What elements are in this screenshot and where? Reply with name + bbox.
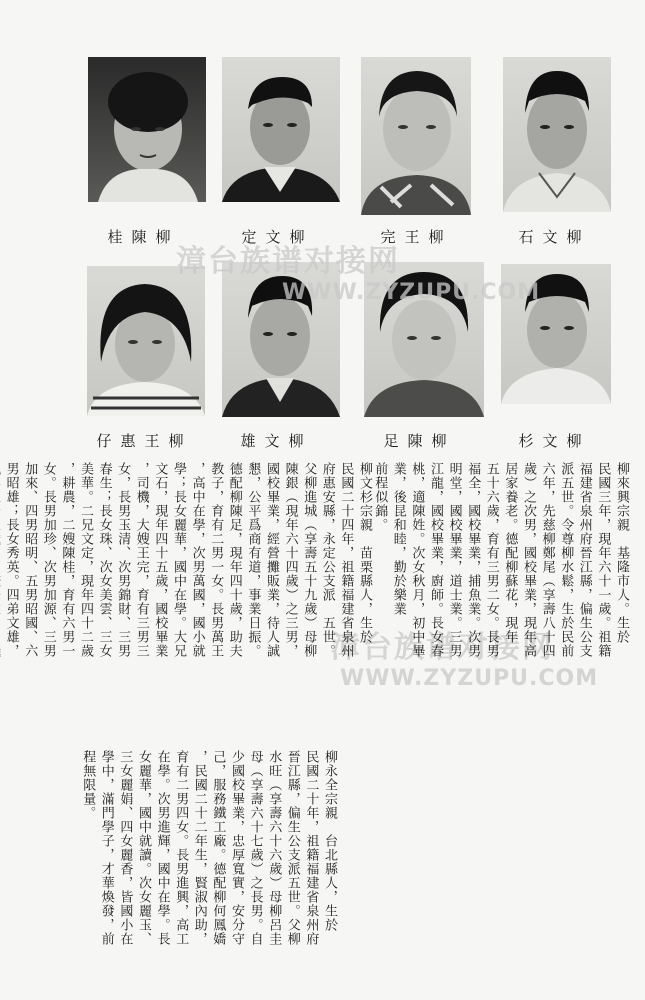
- text-column: 父柳進城（享壽五十九歲）母柳: [301, 462, 317, 658]
- text-column: 居家養老。德配柳蘇花，現年: [502, 462, 518, 644]
- text-column: ，耕農，二嫂陳桂，育有六男一: [59, 462, 75, 658]
- watermark-url: WWW.ZYZUPU.COM: [340, 666, 599, 691]
- text-column: 學；長女麗華，國中在學。大兄: [171, 462, 186, 658]
- text-column: 晉江縣，偏生公支派五世。父柳: [284, 750, 300, 946]
- photo-caption: 定 文 柳: [241, 228, 305, 246]
- text-column: ，高中在學，次男萬國，國小就: [189, 462, 205, 658]
- text-column: 男昭雄；長女秀英。四弟文雄，: [3, 462, 19, 658]
- text-column: 文石，現年四十五歲，國校畢業: [152, 462, 168, 658]
- photo-caption: 完 王 柳: [380, 228, 444, 246]
- text-column: 民國三年，現年六十一歲。祖籍: [595, 462, 611, 658]
- text-column: 水旺（享壽六十六歲）母柳呂圭: [266, 750, 282, 946]
- text-column: 六年，先慈柳鄭尾（享壽八十四: [539, 462, 555, 658]
- text-column: 懇，公平爲商有道，事業日振。: [245, 462, 261, 658]
- text-column: 陳銀（現年六十四歲）之三男，: [282, 462, 298, 658]
- text-column: ，民國二十二年生，賢淑內助，: [191, 750, 207, 946]
- text-column: 三女麗娟、四女麗香，皆國小在: [117, 750, 133, 946]
- watermark-text: 漳台族谱对接网: [330, 630, 554, 665]
- text-column: 女，長男玉清、次男錦財、三男: [115, 462, 131, 658]
- portrait-photo: [222, 57, 340, 202]
- text-column: 明堂，國校畢業，道士業。三男: [446, 462, 462, 658]
- text-column: 府惠安縣，永定公支派 五世。: [319, 462, 335, 658]
- text-column: 民國二十年，祖籍福建省泉州府: [303, 750, 319, 946]
- photo-caption: 石 文 柳: [518, 228, 582, 246]
- text-column: 柳來興宗親 基隆市人。生於: [614, 462, 629, 644]
- text-column: ，司機，大嫂王完，育有三男三: [133, 462, 149, 658]
- text-column: 女麗華，國中就讀。次女麗玉、: [136, 750, 151, 946]
- text-column: 派五世。令尊柳水鬆，生於民前: [558, 462, 574, 658]
- text-column: 前程似錦。: [372, 462, 388, 532]
- watermark-url: WWW.ZYZUPU.COM: [282, 280, 541, 305]
- text-column: 在學。次男進輝，國中在學。長: [154, 750, 170, 946]
- text-column: 教子，育有二男一女。長男萬王: [208, 462, 224, 658]
- text-column: [0, 462, 1, 658]
- portrait-woman-icon: [87, 266, 205, 416]
- text-column: 福建省泉州府晉江縣，偏生公支: [576, 462, 592, 658]
- text-column: 業，後昆和睦，勤於樂業: [390, 462, 406, 616]
- text-column: 福全，國校畢業，捕魚業。次男: [465, 462, 481, 658]
- text-column: 程無限量。: [80, 750, 96, 820]
- photo-caption: 仔 惠 王 柳: [96, 432, 184, 450]
- photo-caption: 足 陳 柳: [383, 432, 447, 450]
- portrait-photo: [361, 57, 471, 215]
- portrait-photo: [87, 266, 205, 416]
- text-column: 民國二十四年，祖籍福建省泉州: [338, 462, 354, 658]
- text-column: 美華。二兄文定，現年四十二歲: [78, 462, 93, 658]
- text-column: 五十六歲，育有三男二女。長男: [483, 462, 499, 658]
- text-column: 柳永全宗親 台北縣人，生於: [322, 750, 337, 932]
- text-column: 國校畢業，經營攤販業，待人誠: [264, 462, 279, 658]
- photo-caption: 桂 陳 柳: [107, 228, 171, 246]
- text-column: 柳文杉宗親 苗栗縣人，生於: [357, 462, 372, 644]
- photo-caption: 杉 文 柳: [518, 432, 582, 450]
- text-column: 加來、四男昭明、五男昭國、六: [22, 462, 38, 658]
- text-column: 少國校畢業，忠厚寬實，安分守: [229, 750, 244, 946]
- text-column: 德配柳陳足，現年四十歲，助夫: [226, 462, 242, 658]
- text-column: 女。長男加珍、次男加源、三男: [40, 462, 56, 658]
- watermark-text: 漳台族谱对接网: [176, 244, 400, 279]
- text-column: 學中，滿門學子，才華煥發，前: [98, 750, 114, 946]
- portrait-man-icon: [222, 57, 340, 202]
- text-column: 春生；長女珠、次女美雲、三女: [96, 462, 112, 658]
- text-column: 母（享壽六十七歲）之長男。自: [247, 750, 263, 946]
- text-column: 江龍，國校畢業，廚師。長女春: [428, 462, 443, 658]
- portrait-woman-icon: [88, 57, 206, 202]
- portrait-woman-icon: [361, 57, 471, 215]
- text-column: 桃，適陳姓。次女秋月，初中畢: [409, 462, 425, 658]
- text-column: 育有二男四女。長男進興，高工: [173, 750, 189, 946]
- portrait-photo: [503, 57, 611, 212]
- photo-caption: 雄 文 柳: [240, 432, 304, 450]
- portrait-man-icon: [503, 57, 611, 212]
- portrait-photo: [88, 57, 206, 202]
- text-column: 歲）之次男，國校畢業，現年高: [521, 462, 536, 658]
- text-column: 己，服務鐵工廠。德配柳何鳳嬌: [210, 750, 226, 946]
